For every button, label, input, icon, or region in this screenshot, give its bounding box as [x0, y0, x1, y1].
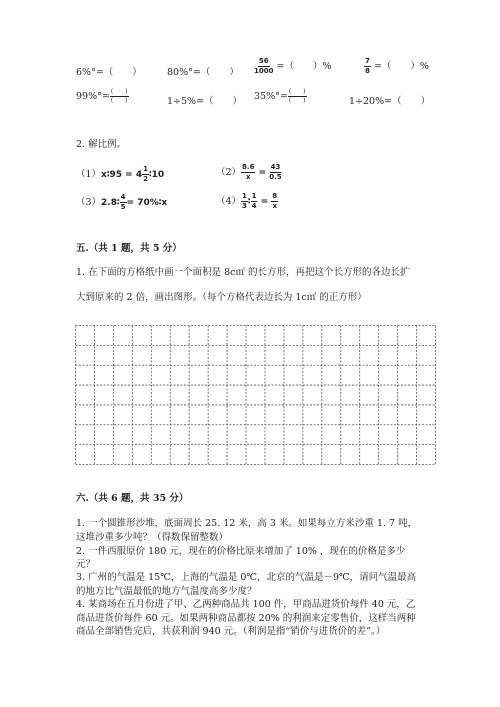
section-5-q1-line2: 大到原来的 2 倍，画出图形。（每个方格代表边长为 1c㎡ 的正方形）	[76, 292, 367, 303]
proportion-1-label: （1）	[76, 169, 102, 180]
calc-r2-d: 1÷20%=（ ）	[349, 96, 431, 107]
proportion-3-tail: = 70%∶x	[126, 198, 168, 208]
frac-num: 1	[143, 165, 148, 173]
calc-r1-d	[364, 58, 429, 75]
frac-den: ( )	[110, 97, 128, 104]
frac-den: 0.5	[269, 173, 282, 181]
frac-den: x	[245, 173, 251, 181]
section-6-q4-line2: 商品进货价每件 60 元。如果两种商品都按 20% 的利润来定零售价，这样当两种	[76, 613, 416, 624]
frac-num: 56	[258, 57, 269, 65]
frac-num: ( )	[110, 88, 128, 95]
section-6-q1-line1: 1. 一个圆锥形沙堆，底面周长 25. 12 米，高 3 米。如果每立方米沙重 1. 7 吨，	[76, 518, 418, 529]
calc-r1-c	[254, 58, 332, 75]
proportion-4: （4） $\frac{1}{3}$ ∶ $\frac{1}{4}$ = $\frac{8}{x}$	[216, 192, 278, 210]
calc-r2-c	[254, 89, 307, 104]
grid-paper[interactable]	[75, 325, 436, 465]
frac-num: 4	[120, 193, 126, 201]
section-6-title: 六.（共 6 题，共 35 分）	[76, 493, 189, 504]
calc-r2-a-pre: 99%°=	[76, 91, 110, 102]
proportion-3-label: （3）	[76, 197, 102, 208]
frac-num: 1	[251, 192, 257, 200]
calc-r1-a: 6%°=（ ）	[76, 67, 142, 78]
proportion-1-expr: x∶95 = 4	[101, 170, 143, 180]
proportion-1	[76, 166, 164, 183]
calc-r1-d-tail: =（ ）%	[373, 61, 429, 72]
frac-den: 2	[143, 175, 148, 183]
section-6-q3-line1: 3. 广州的气温是 15℃，上海的气温是 0℃，北京的气温是－9℃，请问气温最高	[76, 572, 417, 583]
calc-r2-a	[76, 89, 129, 104]
frac-den: 1000	[254, 67, 274, 75]
frac-den: 8	[365, 67, 370, 75]
frac-num: 7	[365, 57, 370, 65]
section-6-q1-line2: 这堆沙重多少吨？（得数保留整数）	[76, 532, 229, 543]
calc-r2-c-pre: 35%°=	[254, 91, 288, 102]
frac-num: 43	[270, 163, 281, 171]
frac-den: ( )	[288, 97, 306, 104]
section-6-q2-line2: 元？	[76, 559, 96, 570]
calc-r2-b: 1÷5%=（ ）	[167, 96, 243, 107]
frac-den: x	[272, 202, 277, 210]
section-6-q2-line1: 2. 一件西服原价 180 元，现在的价格比原来增加了 10% ，现在的价格是多少	[76, 546, 406, 557]
frac-den: 4	[251, 202, 257, 210]
section-5-title: 五.（共 1 题，共 5 分）	[76, 243, 182, 254]
proportion-3	[76, 194, 167, 211]
frac-num: 8	[272, 192, 278, 200]
calc-r1-b: 80%°=（ ）	[167, 67, 239, 78]
calc-r1-c-tail: =（ ）%	[276, 61, 332, 72]
section-6-q3-line2: 的地方比气温最低的地方气温度高多少度？	[76, 586, 257, 597]
section-6-q4-line3: 商品全部销售完后，共获利润 940 元。（利润是指“销价与进货价的差”。）	[76, 626, 386, 637]
proportion-1-tail: ∶10	[148, 170, 165, 180]
frac-num: ( )	[288, 88, 306, 95]
proportion-3-pre: 2.8∶	[101, 198, 120, 208]
q2-heading: 2. 解比例。	[76, 139, 127, 150]
proportion-4-label: （4）	[216, 196, 242, 207]
frac-den: 3	[242, 202, 247, 210]
section-6-q4-line1: 4. 某商场在五月份进了甲、乙两种商品共 100 件，甲商品进货价每件 40 元，乙	[76, 599, 416, 610]
section-5-q1-line1: 1. 在下面的方格纸中画一个面积是 8c㎡ 的长方形，再把这个长方形的各边长扩	[76, 267, 410, 278]
proportion-2: （2） $\frac{8.6}{x}$ = $\frac{43}{0.5}$	[216, 163, 282, 181]
frac-den: 5	[120, 203, 126, 211]
proportion-2-label: （2）	[216, 167, 242, 178]
frac-num: 1	[242, 192, 247, 200]
frac-num: 8.6	[242, 163, 255, 171]
